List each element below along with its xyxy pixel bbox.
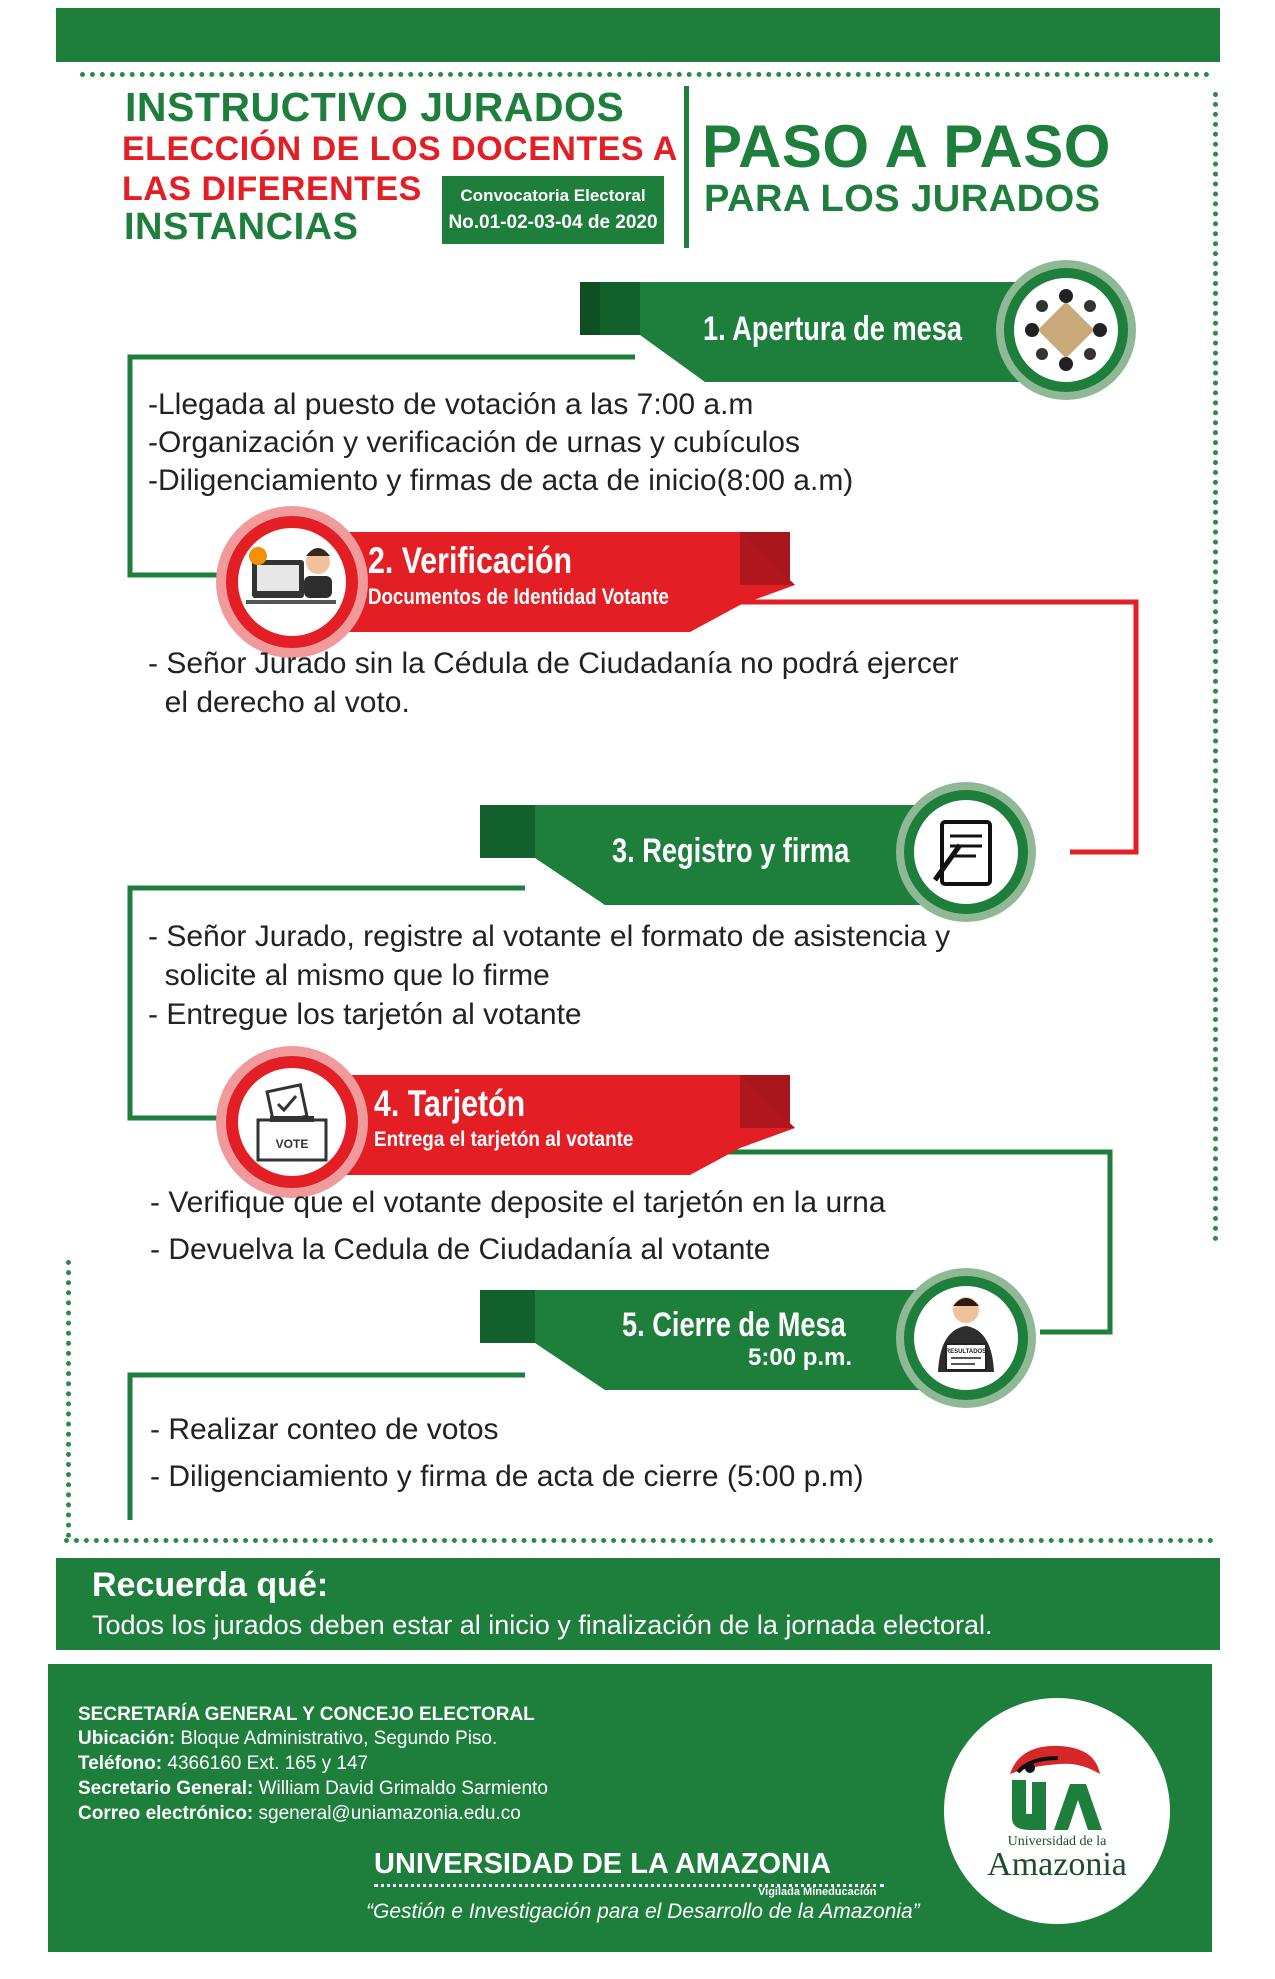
step-3-title: 3. Registro y firma (612, 832, 850, 870)
reminder-text: Todos los jurados deben estar al inicio y finalización de la jornada electoral. (92, 1610, 993, 1640)
step-1-line-1: -Llegada al puesto de votación a las 7:00 a.m (148, 388, 754, 421)
step-5-line-1: - Realizar conteo de votos (150, 1413, 499, 1446)
logo-caption-big: Amazonia (987, 1846, 1127, 1883)
step-4-subtitle: Entrega el tarjetón al votante (374, 1128, 634, 1151)
paso-title: PASO A PASO (702, 113, 1111, 180)
results-sheet-label: RESULTADOS (945, 1349, 987, 1355)
university-logo (944, 1698, 1170, 1924)
step-3-line-3: - Entregue los tarjetón al votante (148, 998, 582, 1031)
footer-email-label: Correo electrónico: (78, 1803, 254, 1824)
footer-email (78, 1803, 521, 1825)
footer-location (78, 1728, 497, 1750)
footer-slogan: “Gestión e Investigación para el Desarrollo de la Amazonia” (366, 1900, 920, 1923)
footer-office: SECRETARÍA GENERAL Y CONCEJO ELECTORAL (78, 1704, 535, 1725)
document-sign-icon (935, 822, 990, 884)
footer-vigilada: Vigilada Mineducación (758, 1886, 877, 1898)
step-1-title: 1. Apertura de mesa (703, 310, 963, 348)
convocatoria-line2: No.01-02-03-04 de 2020 (448, 212, 658, 233)
footer (48, 1664, 1212, 1952)
reminder-title: Recuerda qué: (92, 1566, 329, 1604)
footer-phone (78, 1753, 368, 1775)
step-4-line-2: - Devuelva la Cedula de Ciudadanía al votante (150, 1233, 771, 1266)
step-5-subtitle: 5:00 p.m. (748, 1344, 853, 1371)
header-title-line3: LAS DIFERENTES (122, 170, 422, 208)
step-1-line-3: -Diligenciamiento y firmas de acta de inicio(8:00 a.m) (148, 464, 854, 497)
footer-secretary-label: Secretario General: (78, 1778, 254, 1799)
logo-caption-small: Universidad de la (1007, 1834, 1107, 1849)
convocatoria-line1: Convocatoria Electoral (460, 186, 646, 205)
footer-secretary (78, 1778, 548, 1800)
step-3-line-1: - Señor Jurado, registre al votante el formato de asistencia y (148, 920, 951, 953)
footer-email-value: sgeneral@uniamazonia.edu.co (253, 1803, 521, 1824)
step-2-line-2: el derecho al voto. (148, 686, 410, 719)
step-2-subtitle: Documentos de Identidad Votante (368, 584, 669, 609)
ballot-box-label: VOTE (275, 1137, 309, 1151)
footer-university: UNIVERSIDAD DE LA AMAZONIA (374, 1848, 832, 1880)
header-title-line2: ELECCIÓN DE LOS DOCENTES A (122, 130, 678, 168)
header-title-line4: INSTANCIAS (124, 206, 359, 248)
step-3-line-2: solicite al mismo que lo firme (148, 959, 550, 992)
step-2-line-1: - Señor Jurado sin la Cédula de Ciudadanía no podrá ejercer (148, 647, 959, 680)
paso-subtitle: PARA LOS JURADOS (704, 178, 1101, 220)
footer-location-label: Ubicación: (78, 1728, 176, 1749)
header-title-line1: INSTRUCTIVO JURADOS (125, 84, 625, 130)
step-5-line-2: - Diligenciamiento y firma de acta de cierre (5:00 p.m) (150, 1460, 864, 1493)
ribbon-1-tail (580, 282, 600, 335)
step-4-line-1: - Verifique que el votante deposite el tarjetón en la urna (150, 1186, 886, 1219)
step-5-title: 5. Cierre de Mesa (622, 1306, 846, 1344)
reminder-box (56, 1558, 1220, 1650)
footer-phone-label: Teléfono: (78, 1753, 163, 1774)
footer-location-value: Bloque Administrativo, Segundo Piso. (175, 1728, 498, 1749)
step-2-title: 2. Verificación (368, 540, 573, 581)
footer-phone-value: 4366160 Ext. 165 y 147 (162, 1753, 369, 1774)
step-1-line-2: -Organización y verificación de urnas y cubículos (148, 426, 800, 459)
step-4-title: 4. Tarjetón (374, 1083, 526, 1124)
toucan-logo-icon (1000, 1734, 1110, 1834)
footer-secretary-value: William David Grimaldo Sarmiento (253, 1778, 548, 1799)
